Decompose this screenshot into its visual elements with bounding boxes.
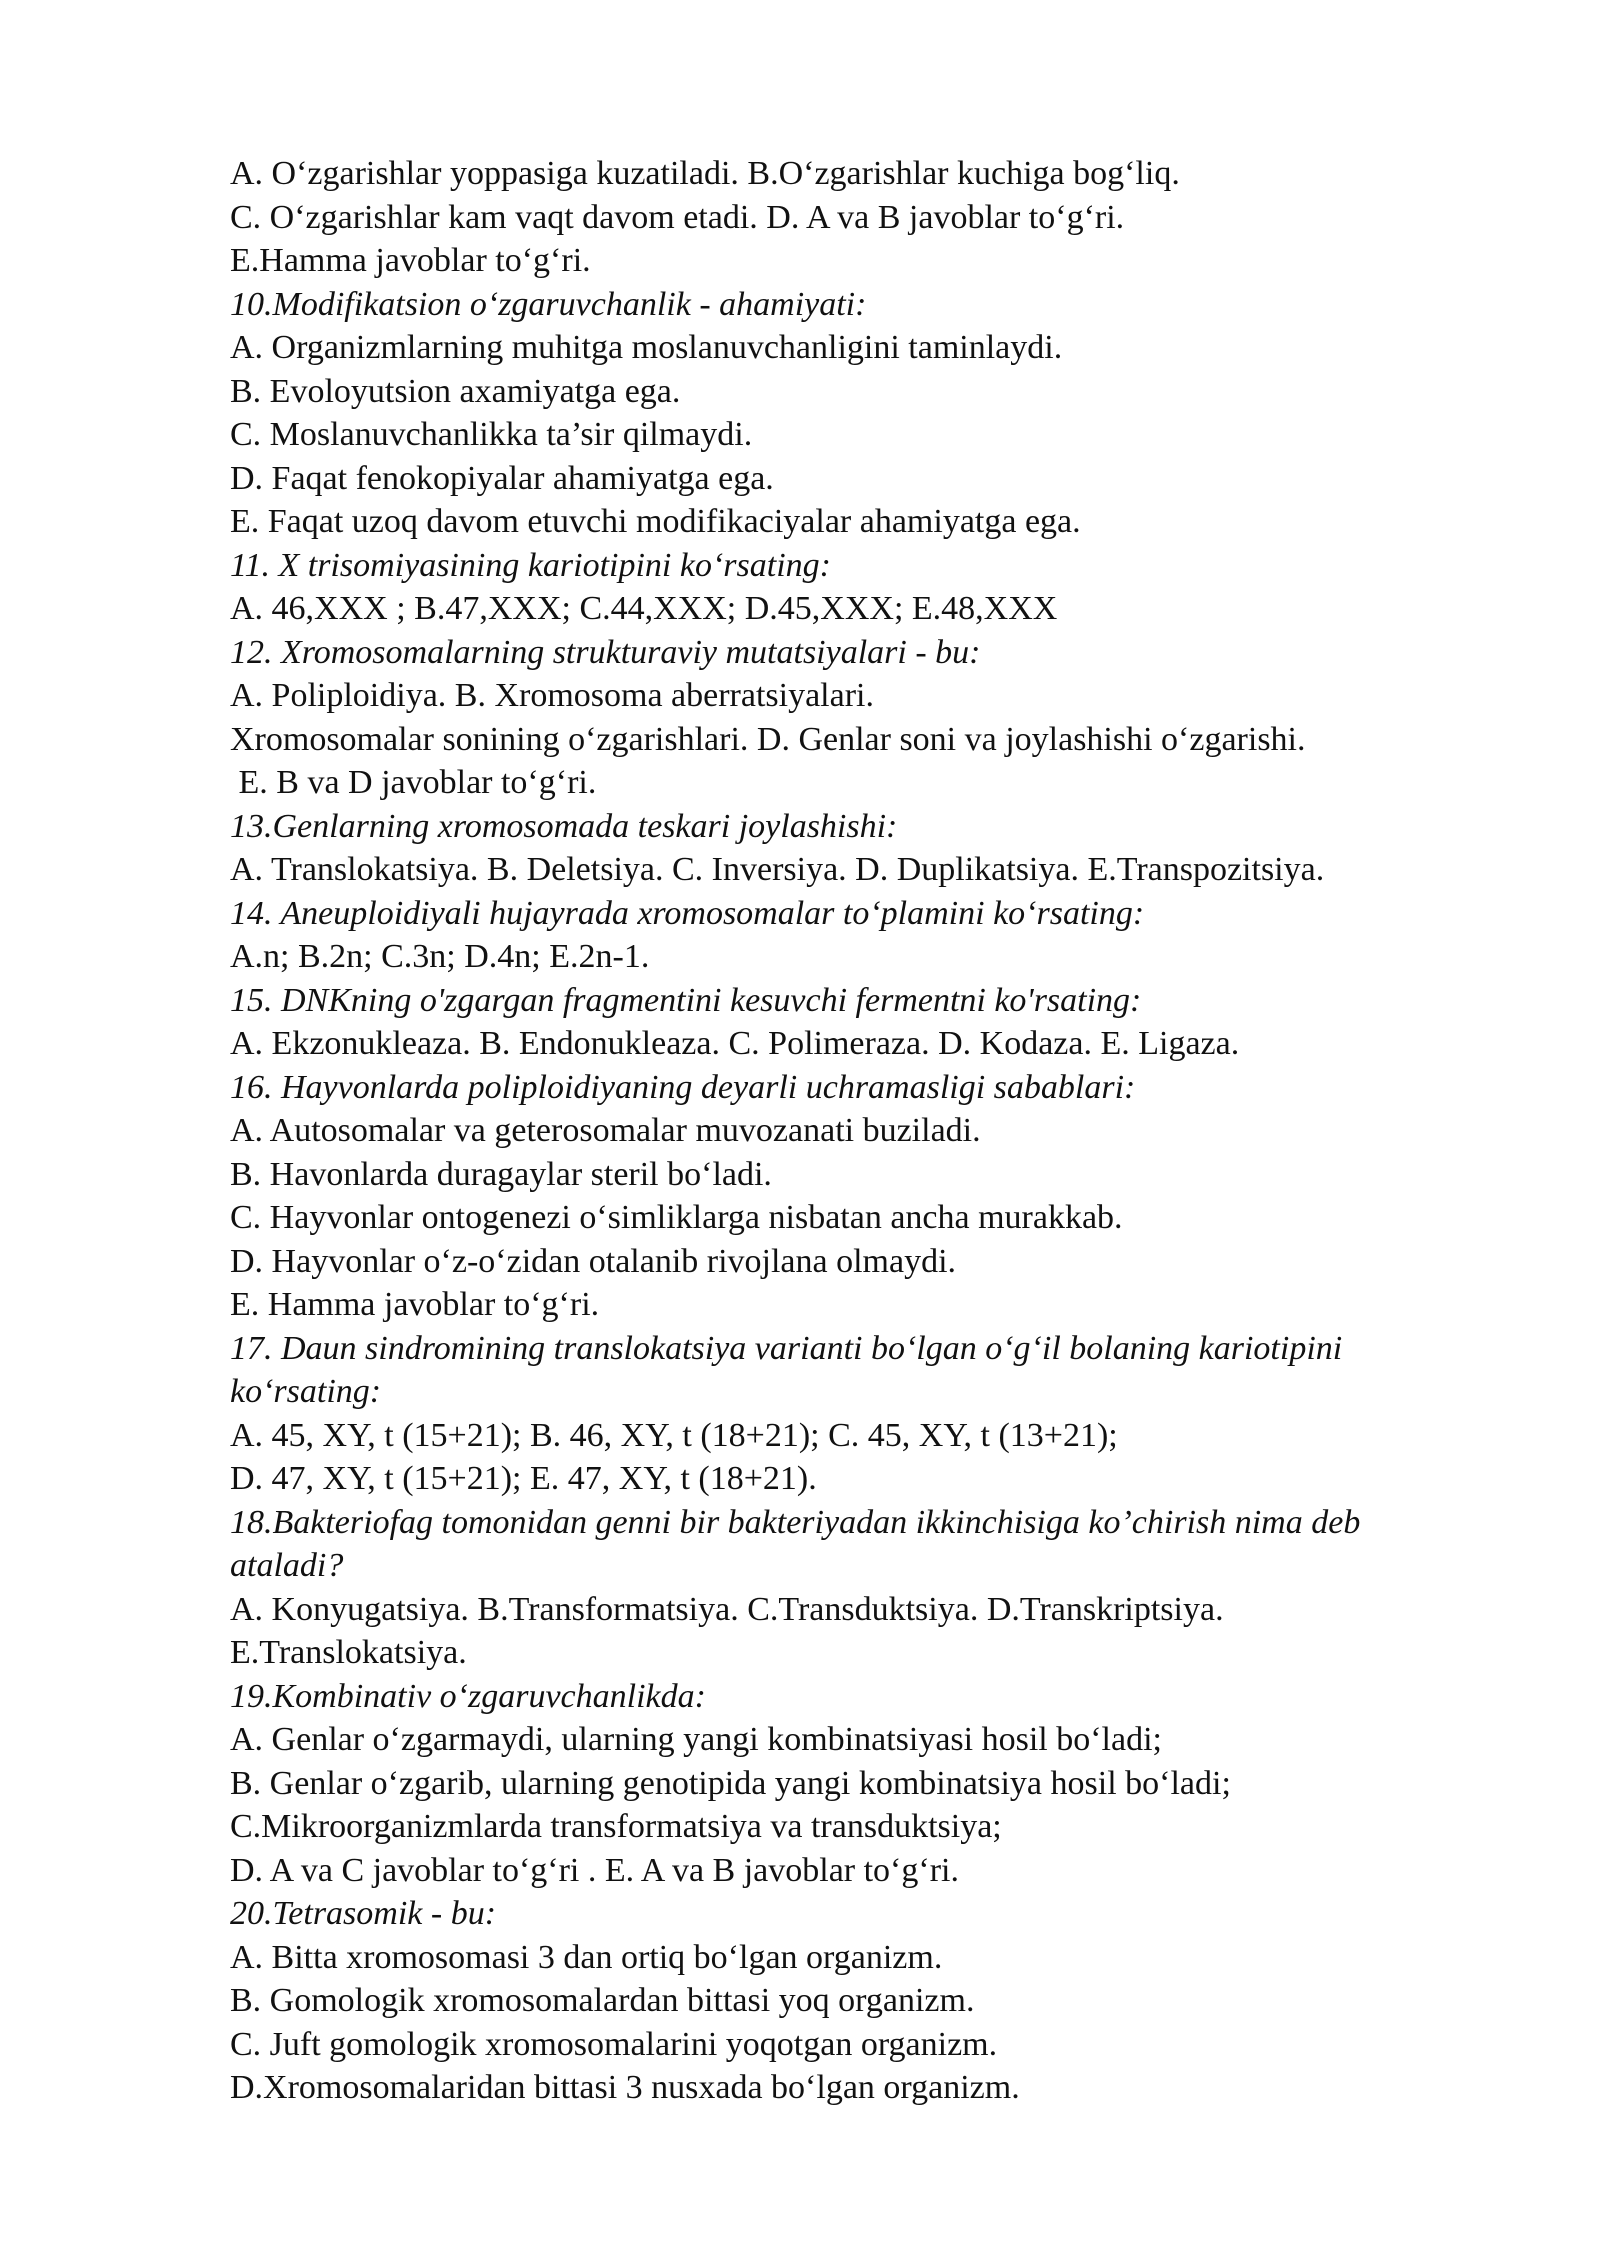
question-19: 19.Kombinativ o‘zgaruvchanlikda: [230,1677,706,1715]
question-20: 20.Tetrasomik - bu: [230,1895,497,1932]
answer-line: B. Genlar o‘zgarib, ularning genotipida yangi kombinatsiya hosil bo‘ladi; [230,1764,1231,1802]
answer-line: A. Ekzonukleaza. B. Endonukleaza. C. Polimeraza. D. Kodaza. E. Ligaza. [230,1025,1240,1062]
answer-line: A. Translokatsiya. B. Deletsiya. C. Inversiya. D. Duplikatsiya. E.Transpozitsiya. [230,851,1325,888]
answer-line: A. 45, XY, t (15+21); B. 46, XY, t (18+21); C. 45, XY, t (13+21); [230,1416,1118,1454]
answer-line: A. 46,XXX ; B.47,XXX; C.44,XXX; D.45,XXX; E.48,XXX [230,590,1058,627]
answer-line: C. Moslanuvchanlikka ta’sir qilmaydi. [230,416,753,453]
answer-line: E.Hamma javoblar to‘g‘ri. [230,242,591,279]
question-16: 16. Hayvonlarda poliploidiyaning deyarli uchramasligi sabablari: [230,1068,1136,1106]
answer-line: Xromosomalar sonining o‘zgarishlari. D. Genlar soni va joylashishi o‘zgarishi. [230,720,1306,758]
answer-line: E.Translokatsiya. [230,1634,467,1671]
answer-line: B. Havonlarda duragaylar steril bo‘ladi. [230,1155,772,1193]
answer-line: C. O‘zgarishlar kam vaqt davom etadi. D. A va B javoblar to‘g‘ri. [230,198,1125,236]
answer-line: D.Xromosomalaridan bittasi 3 nusxada bo‘lgan organizm. [230,2069,1020,2106]
answer-line: D. Faqat fenokopiyalar ahamiyatga ega. [230,459,774,497]
document-page [230,152,1530,2110]
answer-line: A. Konyugatsiya. B.Transformatsiya. C.Transduktsiya. D.Transkriptsiya. [230,1590,1224,1628]
answer-line: D. Hayvonlar o‘z-o‘zidan otalanib rivojlana olmaydi. [230,1242,957,1280]
answer-line: E. Hamma javoblar to‘g‘ri. [230,1286,600,1323]
question-11: 11. X trisomiyasining kariotipini ko‘rsating: [230,546,831,584]
answer-line: A. Poliploidiya. B. Xromosoma aberratsiyalari. [230,677,874,714]
question-17-cont: ko‘rsating: [230,1373,382,1410]
answer-line: A. Genlar o‘zgarmaydi, ularning yangi kombinatsiyasi hosil bo‘ladi; [230,1721,1162,1758]
question-18: 18.Bakteriofag tomonidan genni bir bakteriyadan ikkinchisiga ko’chirish nima deb [230,1503,1361,1541]
answer-line: B. Evoloyutsion axamiyatga ega. [230,372,681,410]
question-15: 15. DNKning o'zgargan fragmentini kesuvchi fermentni ko'rsating: [230,981,1142,1019]
answer-line: B. Gomologik xromosomalardan bittasi yoq organizm. [230,1982,975,2019]
answer-line: A.n; B.2n; C.3n; D.4n; E.2n-1. [230,938,650,975]
question-10: 10.Modifikatsion o‘zgaruvchanlik - ahamiyati: [230,285,867,323]
question-17: 17. Daun sindromining translokatsiya varianti bo‘lgan o‘g‘il bolaning kariotipini [230,1329,1343,1367]
answer-line: E. B va D javoblar to‘g‘ri. [230,764,597,801]
answer-line: A. Bitta xromosomasi 3 dan ortiq bo‘lgan organizm. [230,1938,943,1976]
answer-line: A. Autosomalar va geterosomalar muvozanati buziladi. [230,1112,981,1149]
answer-line: D. A va C javoblar to‘g‘ri . E. A va B javoblar to‘g‘ri. [230,1851,959,1889]
answer-line: C. Juft gomologik xromosomalarini yoqotgan organizm. [230,2025,998,2063]
answer-line: C. Hayvonlar ontogenezi o‘simliklarga nisbatan ancha murakkab. [230,1199,1123,1236]
answer-line: A. Organizmlarning muhitga moslanuvchanligini taminlaydi. [230,329,1063,366]
answer-line: C.Mikroorganizmlarda transformatsiya va transduktsiya; [230,1808,1002,1845]
question-12: 12. Xromosomalarning strukturaviy mutatsiyalari - bu: [230,633,981,671]
answer-line: E. Faqat uzoq davom etuvchi modifikaciyalar ahamiyatga ega. [230,503,1081,540]
question-14: 14. Aneuploidiyali hujayrada xromosomalar to‘plamini ko‘rsating: [230,894,1145,932]
question-18-cont: ataladi? [230,1547,344,1584]
answer-line: D. 47, XY, t (15+21); E. 47, XY, t (18+21). [230,1460,817,1497]
question-13: 13.Genlarning xromosomada teskari joylashishi: [230,807,898,845]
answer-line: A. O‘zgarishlar yoppasiga kuzatiladi. B.O‘zgarishlar kuchiga bog‘liq. [230,155,1180,192]
